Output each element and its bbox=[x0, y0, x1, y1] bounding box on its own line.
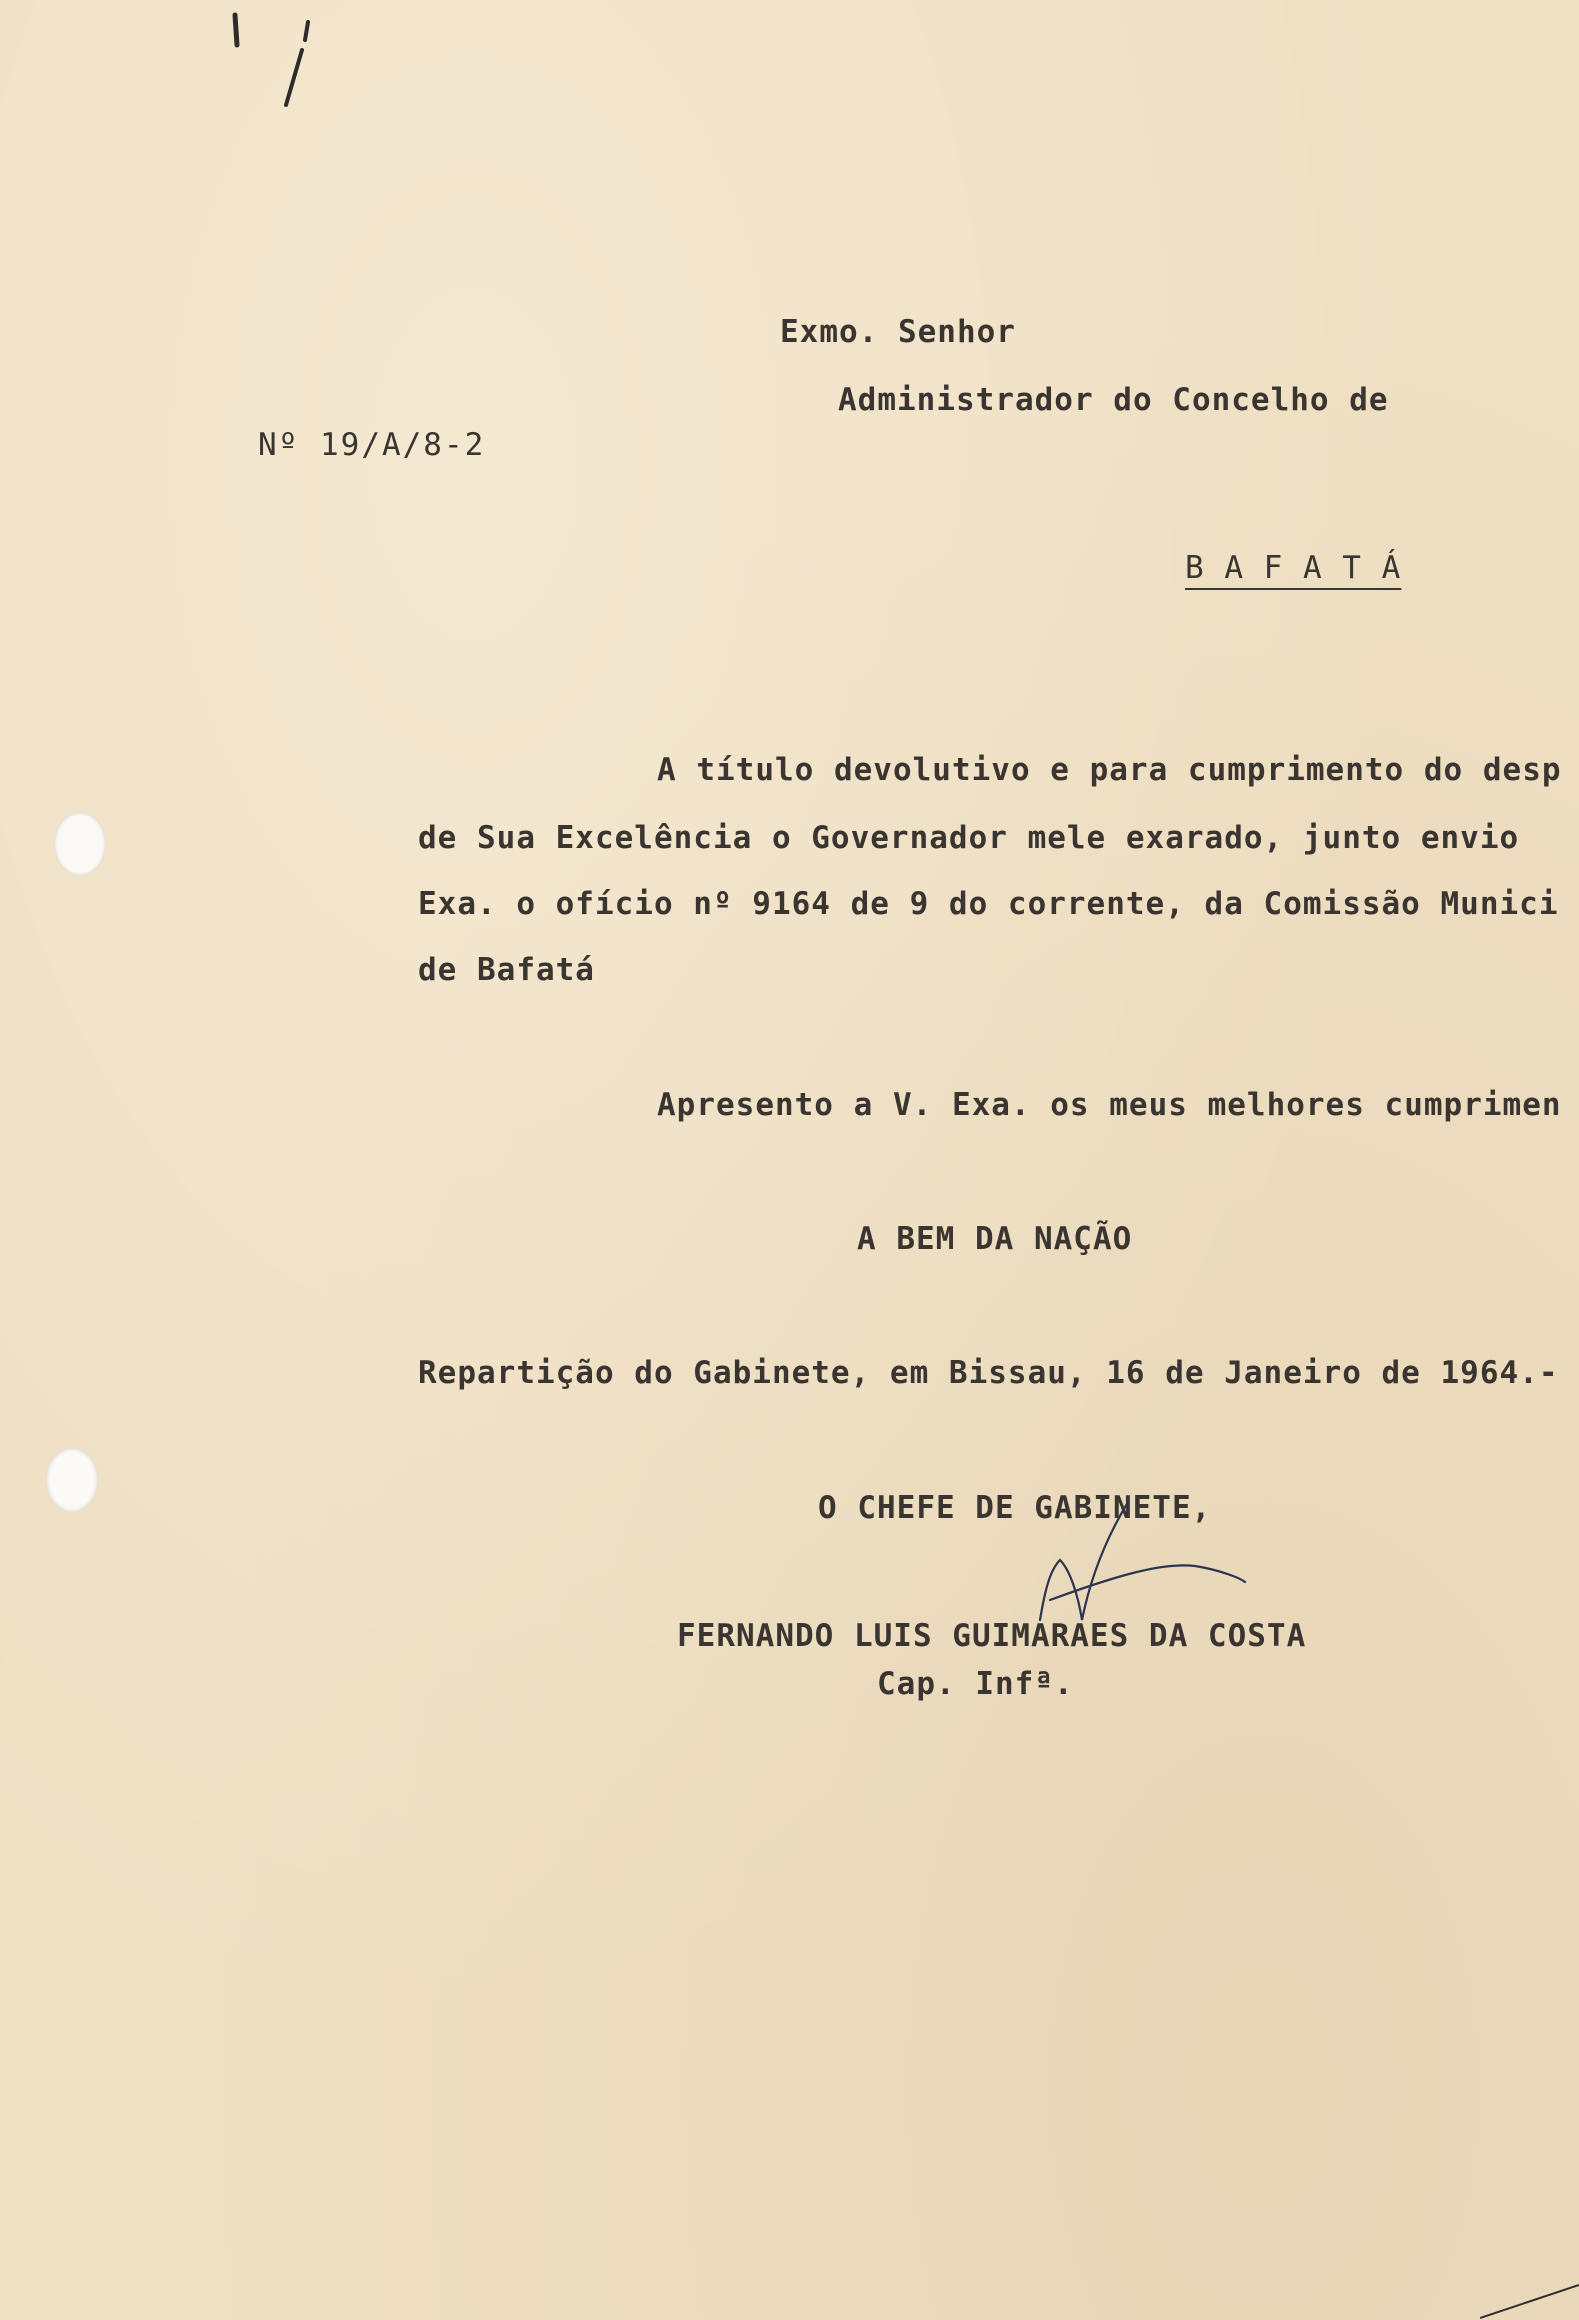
handwritten-signature bbox=[990, 1500, 1270, 1630]
signatory-rank: Cap. Infª. bbox=[877, 1666, 1074, 1702]
addressee-place: B A F A T Á bbox=[1185, 550, 1402, 586]
body-line-4: de Bafatá bbox=[418, 952, 595, 988]
date-line: Repartição do Gabinete, em Bissau, 16 de Janeiro de 1964.- bbox=[418, 1355, 1559, 1391]
body-line-1: A título devolutivo e para cumprimento do desp bbox=[657, 752, 1562, 788]
body-paragraph-2: Apresento a V. Exa. os meus melhores cumprimen bbox=[657, 1087, 1562, 1123]
punch-hole-top bbox=[54, 812, 106, 876]
signatory-name: FERNANDO LUIS GUIMARAES DA COSTA bbox=[677, 1618, 1307, 1654]
signatory-role: O CHEFE DE GABINETE, bbox=[818, 1490, 1212, 1526]
body-line-3: Exa. o ofício nº 9164 de 9 do corrente, da Comissão Munici bbox=[418, 886, 1559, 922]
body-line-2: de Sua Excelência o Governador mele exarado, junto envio bbox=[418, 820, 1520, 856]
corner-line bbox=[1480, 2260, 1579, 2320]
pencil-mark-icon bbox=[220, 10, 320, 110]
closing-motto: A BEM DA NAÇÃO bbox=[857, 1221, 1133, 1257]
punch-hole-bottom bbox=[46, 1448, 98, 1512]
salutation: Exmo. Senhor bbox=[780, 314, 1016, 350]
addressee-title: Administrador do Concelho de bbox=[838, 382, 1389, 418]
reference-number: Nº 19/A/8-2 bbox=[258, 427, 486, 463]
